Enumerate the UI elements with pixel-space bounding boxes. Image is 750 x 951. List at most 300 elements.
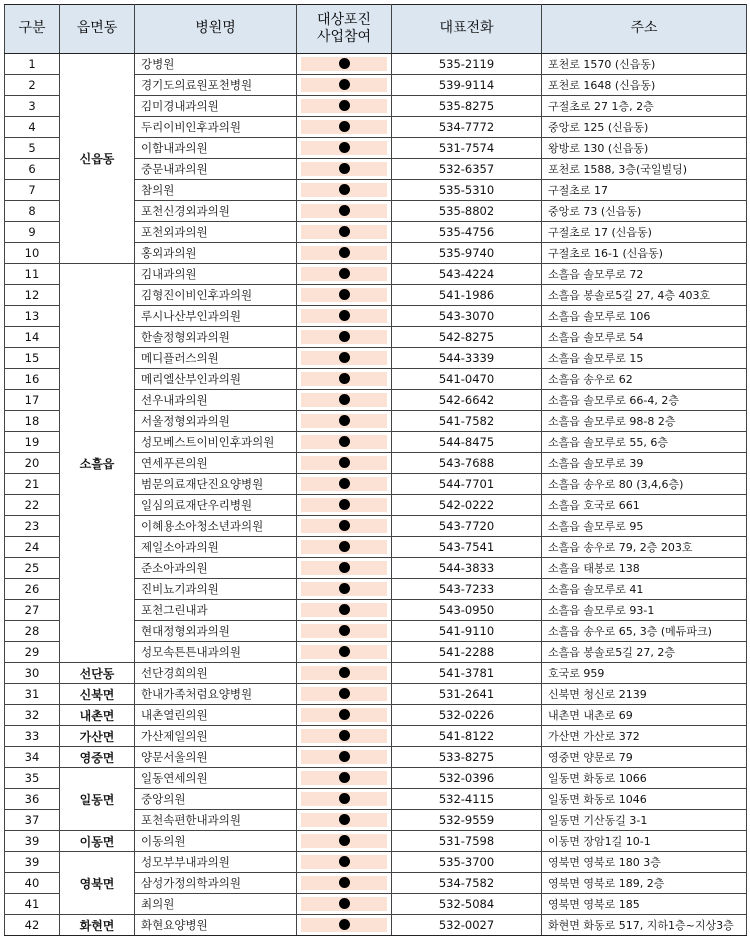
header-addr: 주소 [542, 5, 747, 54]
participation-highlight [301, 624, 387, 638]
participation-highlight [301, 582, 387, 596]
row-number: 10 [5, 243, 60, 264]
participation-dot-icon [339, 604, 350, 615]
participation-highlight [301, 57, 387, 71]
participation-cell [297, 663, 392, 684]
phone-number: 543-7720 [392, 516, 542, 537]
phone-number: 543-7688 [392, 453, 542, 474]
phone-number: 535-4756 [392, 222, 542, 243]
phone-number: 532-0396 [392, 768, 542, 789]
hospital-name: 포천외과의원 [135, 222, 297, 243]
hospital-name: 선우내과의원 [135, 390, 297, 411]
participation-highlight [301, 729, 387, 743]
participation-highlight [301, 414, 387, 428]
participation-cell [297, 306, 392, 327]
table-row [5, 264, 747, 285]
participation-dot-icon [339, 898, 350, 909]
phone-number: 541-7582 [392, 411, 542, 432]
participation-dot-icon [339, 415, 350, 426]
phone-number: 543-3070 [392, 306, 542, 327]
hospital-name: 범문의료재단진요양병원 [135, 474, 297, 495]
address: 구절초로 17 [542, 180, 747, 201]
dong-cell: 내촌면 [60, 705, 135, 726]
row-number: 29 [5, 642, 60, 663]
participation-cell [297, 96, 392, 117]
row-number: 15 [5, 348, 60, 369]
row-number: 24 [5, 537, 60, 558]
header-participation-line2: 사업참여 [316, 29, 372, 45]
participation-cell [297, 222, 392, 243]
participation-cell [297, 264, 392, 285]
header-dong: 읍면동 [60, 5, 135, 54]
header-participation [297, 5, 392, 54]
address: 소흘읍 솔모루로 15 [542, 348, 747, 369]
phone-number: 535-8275 [392, 96, 542, 117]
participation-cell [297, 285, 392, 306]
row-number: 40 [5, 873, 60, 894]
dong-cell: 소흘읍 [60, 264, 135, 663]
table-row [5, 768, 747, 789]
hospital-name: 가산제일의원 [135, 726, 297, 747]
dong-cell: 가산면 [60, 726, 135, 747]
table-body [5, 54, 747, 936]
address: 구절초로 17 (신읍동) [542, 222, 747, 243]
address: 소흘읍 솔모루로 41 [542, 579, 747, 600]
row-number: 30 [5, 663, 60, 684]
participation-dot-icon [339, 331, 350, 342]
participation-cell [297, 138, 392, 159]
participation-cell [297, 432, 392, 453]
header-tel: 대표전화 [392, 5, 542, 54]
row-number: 32 [5, 705, 60, 726]
participation-highlight [301, 309, 387, 323]
hospital-name: 포천신경외과의원 [135, 201, 297, 222]
participation-dot-icon [339, 751, 350, 762]
row-number: 39 [5, 831, 60, 852]
hospital-name: 준소아과의원 [135, 558, 297, 579]
row-number: 41 [5, 894, 60, 915]
participation-cell [297, 495, 392, 516]
participation-highlight [301, 771, 387, 785]
participation-cell [297, 768, 392, 789]
row-number: 17 [5, 390, 60, 411]
participation-dot-icon [339, 520, 350, 531]
phone-number: 535-9740 [392, 243, 542, 264]
participation-highlight [301, 288, 387, 302]
row-number: 35 [5, 768, 60, 789]
address: 일동면 화동로 1066 [542, 768, 747, 789]
phone-number: 532-4115 [392, 789, 542, 810]
participation-highlight [301, 393, 387, 407]
participation-cell [297, 117, 392, 138]
address: 이동면 장암1길 10-1 [542, 831, 747, 852]
address: 내촌면 내촌로 69 [542, 705, 747, 726]
phone-number: 544-3833 [392, 558, 542, 579]
participation-highlight [301, 750, 387, 764]
phone-number: 542-6642 [392, 390, 542, 411]
participation-highlight [301, 708, 387, 722]
participation-highlight [301, 477, 387, 491]
participation-cell [297, 600, 392, 621]
address: 포천로 1588, 3층(국일빌딩) [542, 159, 747, 180]
phone-number: 534-7772 [392, 117, 542, 138]
row-number: 16 [5, 369, 60, 390]
address: 소흘읍 솔모루로 98-8 2층 [542, 411, 747, 432]
address: 소흘읍 솔모루로 66-4, 2층 [542, 390, 747, 411]
hospital-name: 두리이비인후과의원 [135, 117, 297, 138]
participation-highlight [301, 687, 387, 701]
dong-cell: 신읍동 [60, 54, 135, 264]
participation-cell [297, 789, 392, 810]
participation-cell [297, 537, 392, 558]
participation-dot-icon [339, 79, 350, 90]
participation-cell [297, 705, 392, 726]
address: 가산면 가산로 372 [542, 726, 747, 747]
phone-number: 544-7701 [392, 474, 542, 495]
participation-cell [297, 390, 392, 411]
participation-cell [297, 579, 392, 600]
participation-dot-icon [339, 478, 350, 489]
hospital-name: 선단경희의원 [135, 663, 297, 684]
participation-dot-icon [339, 667, 350, 678]
participation-dot-icon [339, 919, 350, 930]
participation-cell [297, 894, 392, 915]
row-number: 27 [5, 600, 60, 621]
participation-highlight [301, 456, 387, 470]
address: 소흘읍 솔모루로 106 [542, 306, 747, 327]
address: 영북면 영북로 185 [542, 894, 747, 915]
participation-dot-icon [339, 100, 350, 111]
hospital-name: 김미경내과의원 [135, 96, 297, 117]
hospital-name: 현대정형외과의원 [135, 621, 297, 642]
phone-number: 544-3339 [392, 348, 542, 369]
address: 소흘읍 봉솔로5길 27, 4층 403호 [542, 285, 747, 306]
row-number: 3 [5, 96, 60, 117]
header-participation-line1: 대상포진 [316, 11, 372, 28]
participation-cell [297, 642, 392, 663]
address: 중앙로 125 (신읍동) [542, 117, 747, 138]
address: 화현면 화동로 517, 지하1층~지상3층 [542, 915, 747, 936]
hospital-table-sheet [4, 4, 747, 936]
phone-number: 535-8802 [392, 201, 542, 222]
phone-number: 532-0027 [392, 915, 542, 936]
row-number: 31 [5, 684, 60, 705]
participation-highlight [301, 78, 387, 92]
participation-dot-icon [339, 646, 350, 657]
phone-number: 534-7582 [392, 873, 542, 894]
phone-number: 535-3700 [392, 852, 542, 873]
phone-number: 532-9559 [392, 810, 542, 831]
participation-dot-icon [339, 436, 350, 447]
address: 소흘읍 송우로 65, 3층 (메듀파크) [542, 621, 747, 642]
row-number: 36 [5, 789, 60, 810]
participation-dot-icon [339, 226, 350, 237]
hospital-name: 포천그린내과 [135, 600, 297, 621]
address: 구절초로 27 1층, 2층 [542, 96, 747, 117]
hospital-name: 일심의료재단우리병원 [135, 495, 297, 516]
address: 왕방로 130 (신읍동) [542, 138, 747, 159]
hospital-name: 서울정형외과의원 [135, 411, 297, 432]
phone-number: 543-4224 [392, 264, 542, 285]
participation-cell [297, 369, 392, 390]
participation-dot-icon [339, 247, 350, 258]
phone-number: 532-5084 [392, 894, 542, 915]
participation-cell [297, 915, 392, 936]
hospital-name: 루시나산부인과의원 [135, 306, 297, 327]
participation-dot-icon [339, 793, 350, 804]
row-number: 34 [5, 747, 60, 768]
phone-number: 535-2119 [392, 54, 542, 75]
participation-dot-icon [339, 499, 350, 510]
participation-highlight [301, 267, 387, 281]
participation-highlight [301, 246, 387, 260]
phone-number: 541-3781 [392, 663, 542, 684]
participation-highlight [301, 330, 387, 344]
participation-dot-icon [339, 835, 350, 846]
phone-number: 544-8475 [392, 432, 542, 453]
participation-dot-icon [339, 58, 350, 69]
dong-cell: 영중면 [60, 747, 135, 768]
participation-highlight [301, 897, 387, 911]
table-row [5, 684, 747, 705]
row-number: 26 [5, 579, 60, 600]
phone-number: 541-0470 [392, 369, 542, 390]
dong-cell: 선단동 [60, 663, 135, 684]
phone-number: 535-5310 [392, 180, 542, 201]
row-number: 13 [5, 306, 60, 327]
table-row [5, 663, 747, 684]
participation-highlight [301, 855, 387, 869]
hospital-name: 제일소아과의원 [135, 537, 297, 558]
participation-dot-icon [339, 205, 350, 216]
row-number: 28 [5, 621, 60, 642]
participation-highlight [301, 540, 387, 554]
row-number: 1 [5, 54, 60, 75]
participation-dot-icon [339, 457, 350, 468]
address: 소흘읍 봉솔로5길 27, 2층 [542, 642, 747, 663]
hospital-name: 성모부부내과의원 [135, 852, 297, 873]
phone-number: 532-6357 [392, 159, 542, 180]
dong-cell: 영북면 [60, 852, 135, 915]
participation-cell [297, 516, 392, 537]
address: 소흘읍 태봉로 138 [542, 558, 747, 579]
phone-number: 542-0222 [392, 495, 542, 516]
phone-number: 532-0226 [392, 705, 542, 726]
hospital-name: 화현요양병원 [135, 915, 297, 936]
dong-cell: 신북면 [60, 684, 135, 705]
phone-number: 541-2288 [392, 642, 542, 663]
hospital-name: 양문서울의원 [135, 747, 297, 768]
hospital-name: 내촌열린의원 [135, 705, 297, 726]
table-row [5, 54, 747, 75]
participation-cell [297, 348, 392, 369]
hospital-name: 한내가족처럼요양병원 [135, 684, 297, 705]
participation-dot-icon [339, 184, 350, 195]
participation-cell [297, 558, 392, 579]
phone-number: 531-2641 [392, 684, 542, 705]
phone-number: 543-7233 [392, 579, 542, 600]
hospital-table [4, 4, 747, 936]
hospital-name: 이혜용소아청소년과의원 [135, 516, 297, 537]
address: 소흘읍 송우로 80 (3,4,6층) [542, 474, 747, 495]
participation-cell [297, 831, 392, 852]
participation-cell [297, 54, 392, 75]
hospital-name: 일동연세의원 [135, 768, 297, 789]
hospital-name: 김내과의원 [135, 264, 297, 285]
participation-dot-icon [339, 142, 350, 153]
row-number: 11 [5, 264, 60, 285]
address: 포천로 1648 (신읍동) [542, 75, 747, 96]
participation-highlight [301, 183, 387, 197]
participation-cell [297, 327, 392, 348]
address: 소흘읍 솔모루로 39 [542, 453, 747, 474]
hospital-name: 연세푸른의원 [135, 453, 297, 474]
address: 영북면 영북로 180 3층 [542, 852, 747, 873]
participation-dot-icon [339, 877, 350, 888]
participation-cell [297, 726, 392, 747]
participation-highlight [301, 120, 387, 134]
phone-number: 543-7541 [392, 537, 542, 558]
participation-dot-icon [339, 856, 350, 867]
participation-dot-icon [339, 163, 350, 174]
participation-dot-icon [339, 268, 350, 279]
participation-highlight [301, 561, 387, 575]
address: 일동면 화동로 1046 [542, 789, 747, 810]
address: 호국로 959 [542, 663, 747, 684]
participation-highlight [301, 372, 387, 386]
hospital-name: 김형진이비인후과의원 [135, 285, 297, 306]
participation-dot-icon [339, 583, 350, 594]
phone-number: 541-9110 [392, 621, 542, 642]
row-number: 22 [5, 495, 60, 516]
row-number: 9 [5, 222, 60, 243]
row-number: 8 [5, 201, 60, 222]
participation-dot-icon [339, 772, 350, 783]
hospital-name: 메디플러스의원 [135, 348, 297, 369]
row-number: 21 [5, 474, 60, 495]
table-row [5, 726, 747, 747]
participation-dot-icon [339, 394, 350, 405]
participation-dot-icon [339, 121, 350, 132]
header-row [5, 5, 747, 54]
participation-cell [297, 201, 392, 222]
address: 소흘읍 솔모루로 95 [542, 516, 747, 537]
participation-dot-icon [339, 310, 350, 321]
row-number: 19 [5, 432, 60, 453]
address: 신북면 청신로 2139 [542, 684, 747, 705]
row-number: 5 [5, 138, 60, 159]
participation-highlight [301, 519, 387, 533]
participation-dot-icon [339, 373, 350, 384]
hospital-name: 최의원 [135, 894, 297, 915]
hospital-name: 홍외과의원 [135, 243, 297, 264]
hospital-name: 참의원 [135, 180, 297, 201]
participation-highlight [301, 204, 387, 218]
hospital-name: 중문내과의원 [135, 159, 297, 180]
participation-cell [297, 873, 392, 894]
participation-highlight [301, 792, 387, 806]
participation-highlight [301, 603, 387, 617]
participation-highlight [301, 225, 387, 239]
participation-dot-icon [339, 562, 350, 573]
phone-number: 531-7574 [392, 138, 542, 159]
row-number: 6 [5, 159, 60, 180]
address: 소흘읍 호국로 661 [542, 495, 747, 516]
address: 영북면 영북로 189, 2층 [542, 873, 747, 894]
participation-cell [297, 621, 392, 642]
address: 소흘읍 솔모루로 93-1 [542, 600, 747, 621]
address: 포천로 1570 (신읍동) [542, 54, 747, 75]
address: 소흘읍 솔모루로 72 [542, 264, 747, 285]
row-number: 7 [5, 180, 60, 201]
participation-dot-icon [339, 688, 350, 699]
participation-highlight [301, 834, 387, 848]
dong-cell: 일동면 [60, 768, 135, 831]
participation-highlight [301, 351, 387, 365]
row-number: 37 [5, 810, 60, 831]
participation-highlight [301, 918, 387, 932]
hospital-name: 성모속튼튼내과의원 [135, 642, 297, 663]
hospital-name: 한솔정형외과의원 [135, 327, 297, 348]
row-number: 18 [5, 411, 60, 432]
participation-cell [297, 852, 392, 873]
participation-highlight [301, 99, 387, 113]
row-number: 25 [5, 558, 60, 579]
participation-cell [297, 810, 392, 831]
phone-number: 541-8122 [392, 726, 542, 747]
table-row [5, 831, 747, 852]
hospital-name: 이함내과의원 [135, 138, 297, 159]
address: 일동면 기산동길 3-1 [542, 810, 747, 831]
participation-cell [297, 75, 392, 96]
hospital-name: 이동의원 [135, 831, 297, 852]
row-number: 23 [5, 516, 60, 537]
participation-dot-icon [339, 541, 350, 552]
hospital-name: 중앙의원 [135, 789, 297, 810]
participation-highlight [301, 876, 387, 890]
participation-cell [297, 453, 392, 474]
address: 소흘읍 솔모루로 54 [542, 327, 747, 348]
participation-cell [297, 243, 392, 264]
row-number: 2 [5, 75, 60, 96]
table-row [5, 852, 747, 873]
table-row [5, 705, 747, 726]
phone-number: 531-7598 [392, 831, 542, 852]
table-row [5, 747, 747, 768]
row-number: 42 [5, 915, 60, 936]
dong-cell: 이동면 [60, 831, 135, 852]
hospital-name: 강병원 [135, 54, 297, 75]
phone-number: 543-0950 [392, 600, 542, 621]
participation-highlight [301, 498, 387, 512]
table-row [5, 915, 747, 936]
address: 소흘읍 솔모루로 55, 6층 [542, 432, 747, 453]
hospital-name: 포천속편한내과의원 [135, 810, 297, 831]
row-number: 12 [5, 285, 60, 306]
participation-highlight [301, 435, 387, 449]
row-number: 4 [5, 117, 60, 138]
row-number: 20 [5, 453, 60, 474]
phone-number: 541-1986 [392, 285, 542, 306]
row-number: 33 [5, 726, 60, 747]
participation-highlight [301, 666, 387, 680]
hospital-name: 삼성가정의학과의원 [135, 873, 297, 894]
phone-number: 539-9114 [392, 75, 542, 96]
participation-dot-icon [339, 709, 350, 720]
dong-cell: 화현면 [60, 915, 135, 936]
participation-cell [297, 474, 392, 495]
participation-cell [297, 180, 392, 201]
